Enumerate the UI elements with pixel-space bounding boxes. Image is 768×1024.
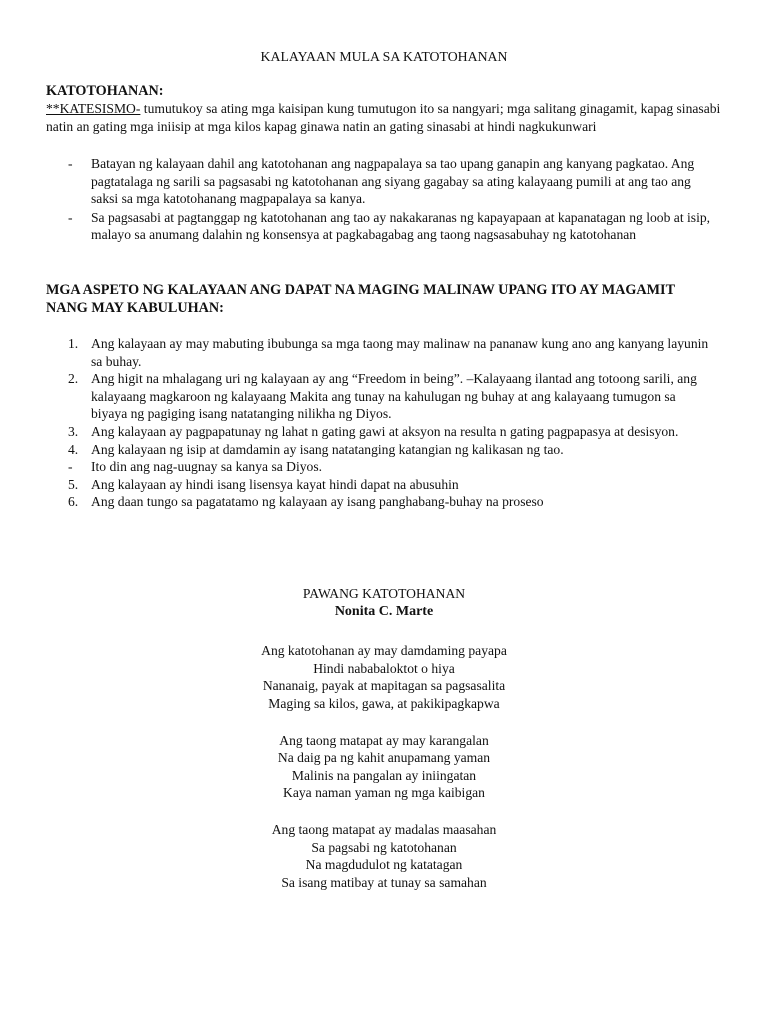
- list-item: [0, 441, 711, 459]
- poem-line: Hindi nababaloktot o hiya: [313, 660, 455, 676]
- list-item: [0, 458, 711, 476]
- list-item-text: Ang kalayaan ay pagpapatunay ng lahat n gating gawi at aksyon na resulta n gating pagpapasya at desisyon.: [91, 423, 679, 439]
- katesismo-text: tumutukoy sa ating mga kaisipan kung tumutugon ito sa nangyari; mga salitang ginagamit, kapag sinasabi natin an gating mga iniisip at mga kilos kapag ginawa natin an gating sinasabi at hindi nagkukunwari: [46, 101, 721, 134]
- list-item: - Sa pagsasabi at pagtanggap ng katotohanan ang tao ay nakakaranas ng kapayapaan at kapanatagan ng loob at isip, malayo sa anumang dalahin ng konsensya at pagkabagabag ang taong nagsasabuhay ng katotohanan: [68, 209, 711, 243]
- list-item: [0, 370, 711, 423]
- poem-line: Na magdudulot ng katatagan: [305, 857, 463, 873]
- list-item: [0, 335, 711, 370]
- list-item: [0, 493, 711, 511]
- list-marker: -: [68, 459, 73, 475]
- katotohanan-bullet-list: [0, 155, 711, 244]
- poem-line: Maging sa kilos, gawa, at pakikipagkapwa: [268, 695, 500, 711]
- document-title: KALAYAAN MULA SA KATOTOHANAN: [260, 49, 508, 64]
- poem-line: Sa isang matibay at tunay sa samahan: [281, 874, 487, 890]
- list-item-text: Ang higit na mhalagang uri ng kalayaan ay ang “Freedom in being”. –Kalayaang ilantad ang totoong sarili, ang kalayaang magkaroon ng kalayaang Makita ang tunay na kahulugan ng buhay at ang kalayaang tumugon sa biyaya ng pagiging isang natatanging nilikha ng Diyos.: [91, 371, 697, 422]
- list-item: [0, 476, 711, 494]
- bullet-text: Sa pagsasabi at pagtanggap ng katotohanan ang tao ay nakakaranas ng kapayapaan at kapanatagan ng loob at isip, malayo sa anumang dalahin ng konsensya at pagkabagabag ang taong nagsasabuhay ng katotohanan: [91, 209, 711, 243]
- list-item-text: Ito din ang nag-uugnay sa kanya sa Diyos.: [91, 459, 323, 475]
- list-marker: 4.: [68, 441, 79, 457]
- list-item-text: Ang kalayaan ay hindi isang lisensya kayat hindi dapat na abusuhin: [91, 476, 459, 492]
- list-item-text: Ang kalayaan ng isip at damdamin ay isang natatanging katangian ng kalikasan ng tao.: [91, 441, 564, 457]
- poem-stanza: [0, 821, 768, 891]
- poem: [0, 585, 768, 891]
- poem-line: Kaya naman yaman ng mga kaibigan: [283, 785, 485, 801]
- poem-line: Na daig pa ng kahit anupamang yaman: [277, 750, 491, 766]
- poem-stanza: [0, 642, 768, 712]
- katesismo-term: **KATESISMO-: [46, 101, 141, 116]
- list-item-text: Ang daan tungo sa pagatatamo ng kalayaan ay isang panghabang-buhay na proseso: [91, 494, 544, 510]
- bullet-text: Batayan ng kalayaan dahil ang katotohanan ang nagpapalaya sa tao upang ganapin ang kanyang pagkatao. Ang pagtatalaga ng sarili sa pagsasabi ng katotohanan ang siyang gagabay sa ating kalayaang pumili at ang tao ang saksi sa mga katotohanang magpapalaya sa kanya.: [91, 156, 695, 207]
- poem-title: PAWANG KATOTOHANAN: [302, 586, 466, 601]
- section-heading-katotohanan: KATOTOHANAN:: [46, 83, 164, 99]
- list-item-text: Ang kalayaan ay may mabuting ibubunga sa mga taong may malinaw na pananaw kung ano ang kanyang layunin sa buhay.: [91, 336, 709, 369]
- list-marker: 6.: [68, 494, 79, 510]
- poem-line: Ang taong matapat ay madalas maasahan: [271, 821, 497, 837]
- poem-line: Malinis na pangalan ay iniingatan: [291, 767, 477, 783]
- poem-stanza: [0, 732, 768, 802]
- list-item: - Batayan ng kalayaan dahil ang katotohanan ang nagpapalaya sa tao upang ganapin ang kanyang pagkatao. Ang pagtatalaga ng sarili sa pagsasabi ng katotohanan ang siyang gagabay sa ating kalayaang pumili at ang tao ang saksi sa mga katotohanang magpapalaya sa kanya.: [68, 156, 695, 207]
- list-marker: 3.: [68, 423, 79, 439]
- poem-line: Ang katotohanan ay may damdaming payapa: [261, 643, 507, 659]
- poem-line: Ang taong matapat ay may karangalan: [279, 732, 489, 748]
- katesismo-definition: [46, 100, 736, 135]
- poem-line: Nananaig, payak at mapitagan sa pagsasalita: [262, 678, 506, 694]
- poem-line: Sa pagsabi ng katotohanan: [311, 839, 457, 855]
- list-item: [0, 423, 711, 441]
- list-marker: 5.: [68, 476, 79, 492]
- section-heading-aspeto: MGA ASPETO NG KALAYAAN ANG DAPAT NA MAGING MALINAW UPANG ITO AY MAGAMIT NANG MAY KABULUHAN:: [46, 282, 675, 316]
- poem-author: Nonita C. Marte: [334, 603, 434, 619]
- aspeto-numbered-list: [0, 335, 711, 511]
- list-marker: 1.: [68, 336, 79, 351]
- list-marker: 2.: [68, 371, 79, 387]
